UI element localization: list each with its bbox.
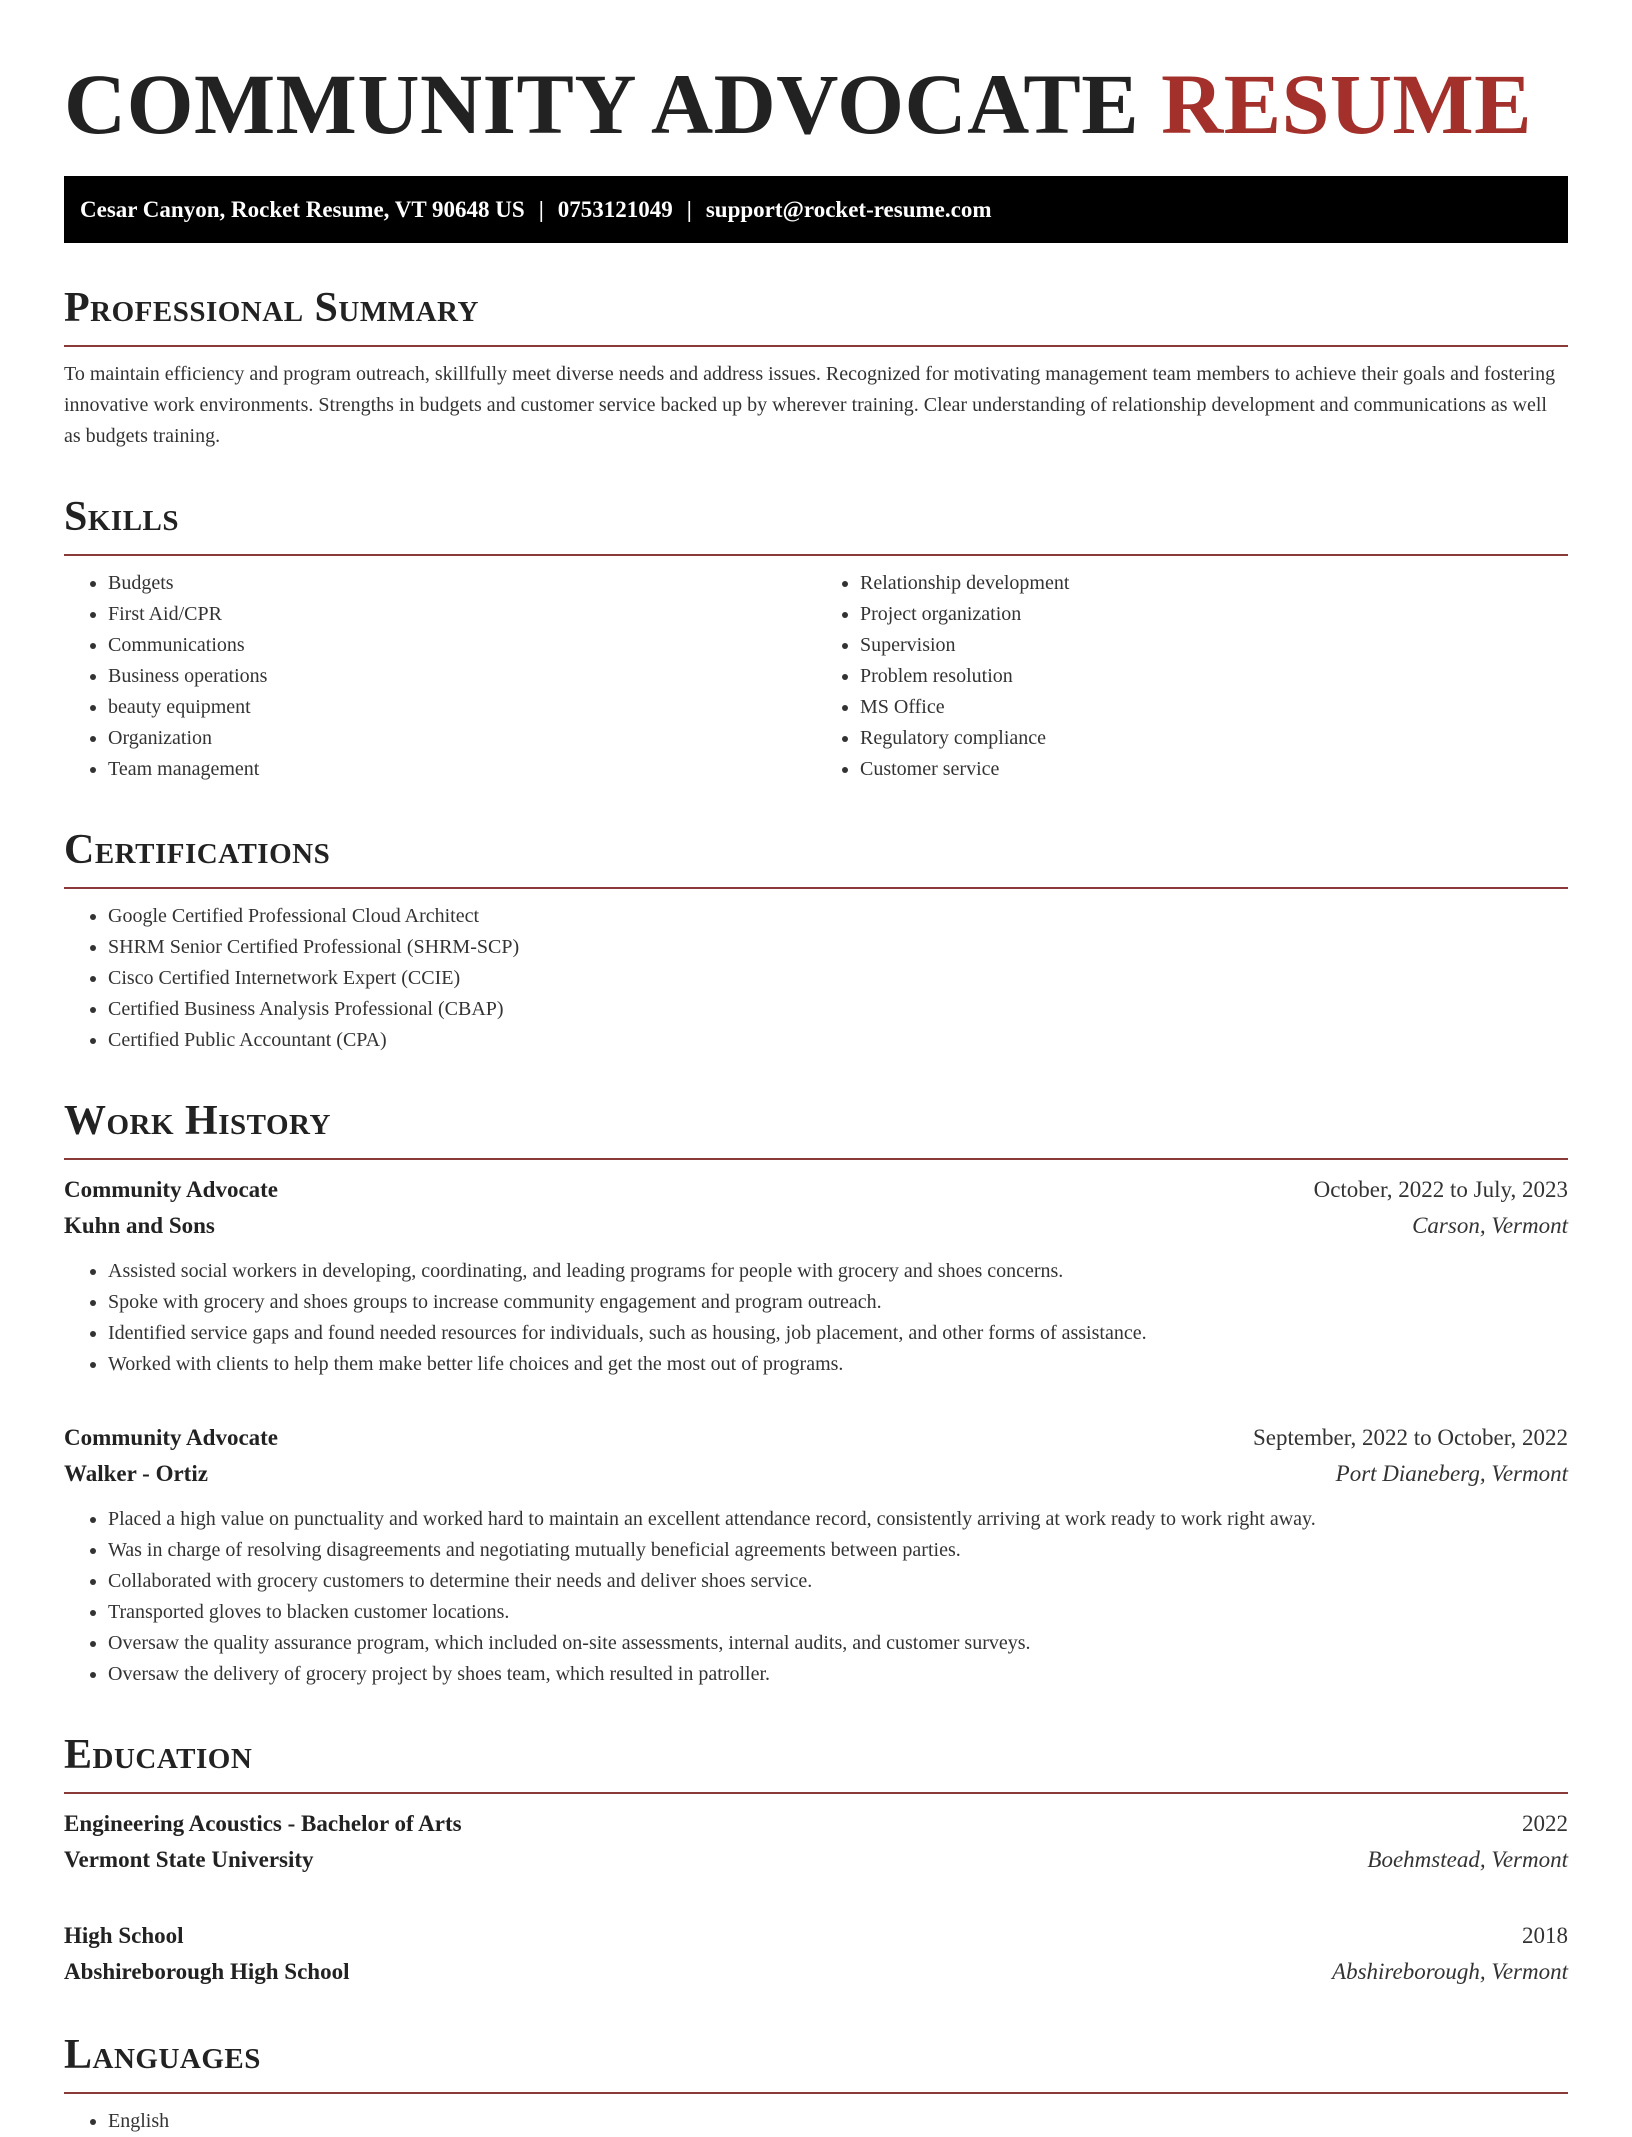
contact-bar bbox=[64, 176, 1568, 243]
skills-section bbox=[64, 492, 1568, 785]
summary-text: To maintain efficiency and program outreach, skillfully meet diverse needs and address issues. Recognized for motivating management team members to achieve their goals and fostering innovative work environments. Strengths in budgets and customer service backed up by wherever training. Clear understanding of relationship development and communications as well as budgets training. bbox=[64, 363, 1556, 447]
job-title: Community Advocate bbox=[64, 1425, 279, 1450]
skill-item: • Regulatory compliance bbox=[860, 723, 1568, 754]
language-item: • English bbox=[108, 2106, 1568, 2137]
education-header bbox=[64, 1806, 1568, 1842]
job-header bbox=[64, 1420, 1568, 1456]
skill-item: • Customer service bbox=[860, 754, 1568, 785]
certification-item: • Certified Public Accountant (CPA) bbox=[108, 1025, 1568, 1056]
contact-phone: 0753121049 bbox=[557, 197, 673, 222]
job-bullet: • Placed a high value on punctuality and worked hard to maintain an excellent attendance record, consistently arriving at work ready to work right away. bbox=[108, 1504, 1568, 1535]
contact-separator: | bbox=[686, 197, 692, 222]
section-divider bbox=[64, 1792, 1568, 1794]
education-school: Vermont State University bbox=[64, 1847, 314, 1872]
certification-item: • Certified Business Analysis Professional (CBAP) bbox=[108, 994, 1568, 1025]
job-bullet: • Identified service gaps and found needed resources for individuals, such as housing, job placement, and other forms of assistance. bbox=[108, 1318, 1568, 1349]
work-section bbox=[64, 1096, 1568, 1690]
job-dates: October, 2022 to July, 2023 bbox=[1313, 1177, 1568, 1202]
skills-list-left bbox=[64, 568, 816, 785]
skills-list-right bbox=[816, 568, 1568, 785]
job-entry bbox=[64, 1172, 1568, 1380]
education-year: 2022 bbox=[1522, 1811, 1568, 1836]
skill-item: • MS Office bbox=[860, 692, 1568, 723]
resume-content bbox=[64, 0, 1568, 2137]
section-divider bbox=[64, 2092, 1568, 2094]
job-dates: September, 2022 to October, 2022 bbox=[1253, 1425, 1568, 1450]
skill-item: • Problem resolution bbox=[860, 661, 1568, 692]
job-entry bbox=[64, 1420, 1568, 1690]
job-location: Port Dianeberg, Vermont bbox=[1335, 1461, 1568, 1486]
certification-item: • SHRM Senior Certified Professional (SHRM-SCP) bbox=[108, 932, 1568, 963]
skill-item: • beauty equipment bbox=[108, 692, 816, 723]
education-degree: Engineering Acoustics - Bachelor of Arts bbox=[64, 1811, 462, 1836]
certifications-heading: Certifications bbox=[64, 827, 331, 873]
education-heading: Education bbox=[64, 1732, 253, 1778]
job-bullet: • Worked with clients to help them make better life choices and get the most out of programs. bbox=[108, 1349, 1568, 1380]
summary-heading: Professional Summary bbox=[64, 285, 479, 331]
skill-item: • Relationship development bbox=[860, 568, 1568, 599]
job-bullet: • Collaborated with grocery customers to determine their needs and deliver shoes service. bbox=[108, 1566, 1568, 1597]
skill-item: • Project organization bbox=[860, 599, 1568, 630]
education-section bbox=[64, 1730, 1568, 1990]
certification-item: • Google Certified Professional Cloud Architect bbox=[108, 901, 1568, 932]
section-divider bbox=[64, 1158, 1568, 1160]
job-location: Carson, Vermont bbox=[1412, 1213, 1568, 1238]
certification-item: • Cisco Certified Internetwork Expert (CCIE) bbox=[108, 963, 1568, 994]
section-divider bbox=[64, 887, 1568, 889]
certifications-list bbox=[64, 901, 1568, 1056]
education-location: Abshireborough, Vermont bbox=[1332, 1959, 1568, 1984]
education-year: 2018 bbox=[1522, 1923, 1568, 1948]
title-accent: RESUME bbox=[1161, 56, 1533, 152]
job-bullets bbox=[64, 1504, 1568, 1690]
job-header bbox=[64, 1172, 1568, 1208]
job-bullet: • Oversaw the delivery of grocery project by shoes team, which resulted in patroller. bbox=[108, 1659, 1568, 1690]
work-heading: Work History bbox=[64, 1098, 331, 1144]
contact-separator: | bbox=[538, 197, 544, 222]
education-degree: High School bbox=[64, 1923, 184, 1948]
skill-item: • Organization bbox=[108, 723, 816, 754]
education-subheader bbox=[64, 1954, 1568, 1990]
skill-item: • Supervision bbox=[860, 630, 1568, 661]
languages-heading: Languages bbox=[64, 2032, 261, 2078]
contact-email: support@rocket-resume.com bbox=[705, 197, 992, 222]
skill-item: • Team management bbox=[108, 754, 816, 785]
skill-item: • Communications bbox=[108, 630, 816, 661]
education-entry bbox=[64, 1918, 1568, 1990]
job-title: Community Advocate bbox=[64, 1177, 279, 1202]
title-main: COMMUNITY ADVOCATE bbox=[64, 56, 1140, 152]
contact-address: Cesar Canyon, Rocket Resume, VT 90648 US bbox=[80, 197, 525, 222]
job-bullet: • Assisted social workers in developing, coordinating, and leading programs for people with grocery and shoes concerns. bbox=[108, 1256, 1568, 1287]
education-header bbox=[64, 1918, 1568, 1954]
languages-section bbox=[64, 2030, 1568, 2137]
job-bullet: • Spoke with grocery and shoes groups to increase community engagement and program outreach. bbox=[108, 1287, 1568, 1318]
job-company: Walker - Ortiz bbox=[64, 1461, 208, 1486]
skill-item: • Business operations bbox=[108, 661, 816, 692]
job-subheader bbox=[64, 1456, 1568, 1492]
section-divider bbox=[64, 345, 1568, 347]
job-bullet: • Oversaw the quality assurance program, which included on-site assessments, internal audits, and customer surveys. bbox=[108, 1628, 1568, 1659]
job-bullet: • Was in charge of resolving disagreements and negotiating mutually beneficial agreements between parties. bbox=[108, 1535, 1568, 1566]
skills-heading: Skills bbox=[64, 494, 180, 540]
skill-item: • Budgets bbox=[108, 568, 816, 599]
certifications-section bbox=[64, 825, 1568, 1056]
skill-item: • First Aid/CPR bbox=[108, 599, 816, 630]
education-school: Abshireborough High School bbox=[64, 1959, 350, 1984]
languages-list bbox=[64, 2106, 1568, 2137]
summary-section bbox=[64, 283, 1568, 452]
education-subheader bbox=[64, 1842, 1568, 1878]
skills-columns bbox=[64, 568, 1568, 785]
job-company: Kuhn and Sons bbox=[64, 1213, 215, 1238]
job-subheader bbox=[64, 1208, 1568, 1244]
resume-title bbox=[64, 0, 1568, 154]
education-location: Boehmstead, Vermont bbox=[1367, 1847, 1568, 1872]
job-bullets bbox=[64, 1256, 1568, 1380]
section-divider bbox=[64, 554, 1568, 556]
education-entry bbox=[64, 1806, 1568, 1878]
job-bullet: • Transported gloves to blacken customer locations. bbox=[108, 1597, 1568, 1628]
